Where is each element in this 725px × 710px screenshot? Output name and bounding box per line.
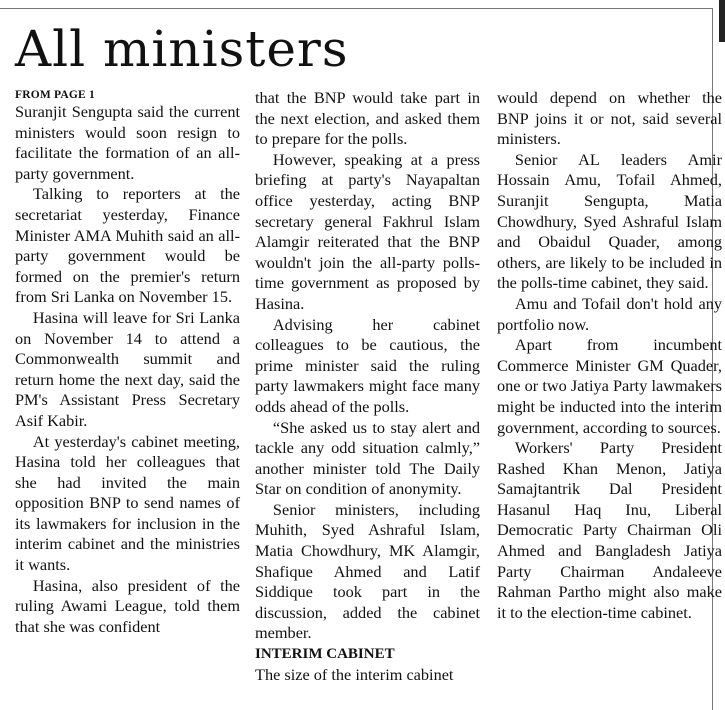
paragraph: Senior AL leaders Amir Hossain Amu, Tofail Ahmed, Suranjit Sengupta, Matia Chowdhury, Syed Ashraful Islam and Obaidul Quader, among others, are likely to be included in the polls-time cabinet, they said. [497, 149, 722, 293]
headline: All ministers [15, 20, 349, 78]
paragraph: The size of the interim cabinet [255, 664, 454, 684]
top-rule [0, 8, 712, 9]
paragraph: Amu and Tofail don't hold any portfolio now. [497, 293, 722, 334]
subhead: INTERIM CABINET [255, 646, 395, 663]
article-column-2 [255, 88, 480, 685]
paragraph: Talking to reporters at the secretariat yesterday, Finance Minister AMA Muhith said an all-party government would be formed on the premier's return from Sri Lanka on November 15. [15, 184, 240, 307]
paragraph: Senior ministers, including Muhith, Syed Ashraful Islam, Matia Chowdhury, MK Alamgir, Shafique Ahmed and Latif Siddique took part in the discussion, added the cabinet member. [255, 499, 480, 643]
paragraph: that the BNP would take part in the next election, and asked them to prepare for the polls. [255, 88, 480, 149]
article-column-1 [15, 88, 240, 637]
paragraph: “She asked us to stay alert and tackle any odd situation calmly,” another minister told The Daily Star on condition of anonymity. [255, 417, 480, 499]
paragraph: Suranjit Sengupta said the current ministers would soon resign to facilitate the formation of an all-party government. [15, 102, 240, 183]
dateline: FROM PAGE 1 [15, 89, 95, 101]
paragraph: At yesterday's cabinet meeting, Hasina told her colleagues that she had invited the main opposition BNP to send names of its lawmakers for inclusion in the interim cabinet and the ministries it wants. [15, 431, 240, 575]
paragraph: Hasina, also president of the ruling Awami League, told them that she was confident [15, 575, 240, 636]
paragraph: However, speaking at a press briefing at party's Nayapaltan office yesterday, acting BNP secretary general Fakhrul Islam Alamgir reiterated that the BNP wouldn't join the all-party polls-time government as proposed by Hasina. [255, 149, 480, 313]
article-column-3 [497, 88, 722, 623]
paragraph: would depend on whether the BNP joins it or not, said several ministers. [497, 88, 722, 149]
paragraph: Advising her cabinet colleagues to be cautious, the prime minister said the ruling party lawmakers might face many odds ahead of the polls. [255, 314, 480, 416]
paragraph: Workers' Party President Rashed Khan Menon, Jatiya Samajtantrik Dal President Hasanul Haq Inu, Liberal Democratic Party Chairman Oli Ahmed and Bangladesh Jatiya Party Chairman Andaleeve Rahman Partho might also make it to the election-time cabinet. [497, 438, 722, 622]
page-edge-mark [719, 0, 725, 42]
paragraph: Apart from incumbent Commerce Minister GM Quader, one or two Jatiya Party lawmakers might be inducted into the interim government, according to sources. [497, 335, 722, 437]
paragraph: Hasina will leave for Sri Lanka on November 14 to attend a Commonwealth summit and return home the next day, said the PM's Assistant Press Secretary Asif Kabir. [15, 307, 240, 430]
